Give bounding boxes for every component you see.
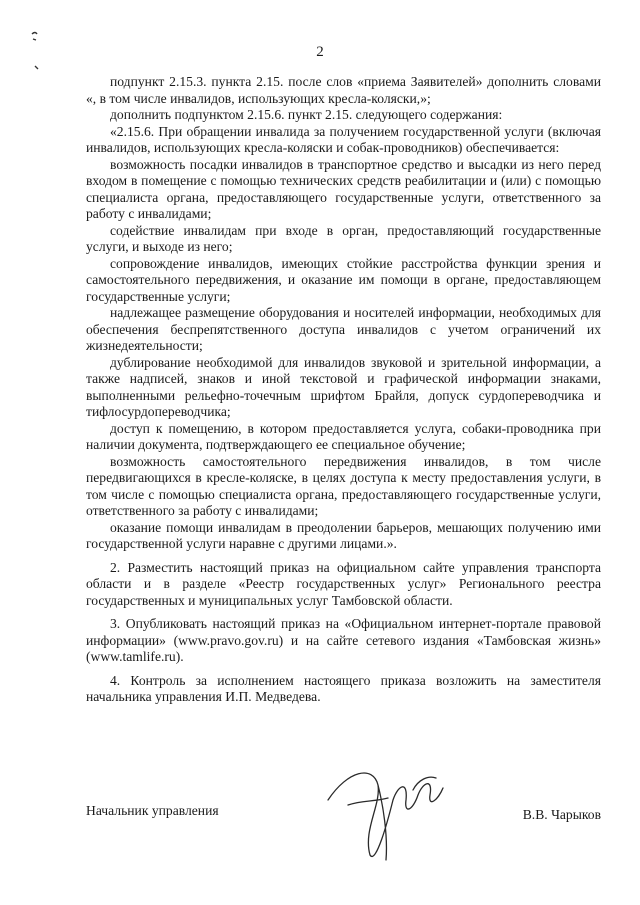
paragraph: 4. Контроль за исполнением настоящего приказа возложить на заместителя начальника управления И.П. Медведева. (86, 672, 601, 704)
signature-block (86, 803, 601, 823)
paragraph: возможность посадки инвалидов в транспортное средство и высадки из него перед входом в помещение с помощью технических средств реабилитации и (или) с помощью специалиста органа, предоставляющего государственные услуги, ответственного за работу с инвалидами; (86, 156, 601, 221)
paragraph: оказание помощи инвалидам в преодолении барьеров, мешающих получению ими государственной услуги наравне с другими лицами.». (86, 519, 601, 551)
paragraph: 2. Разместить настоящий приказ на официальном сайте управления транспорта области и в разделе «Реестр государственных услуг» Регионального реестра государственных и муниципальных услуг Тамбовской области. (86, 559, 601, 608)
paragraph: 3. Опубликовать настоящий приказ на «Официальном интернет-портале правовой информации» (www.pravo.gov.ru) и на сайте сетевого издания «Тамбовская жизнь» (www.tamlife.ru). (86, 616, 601, 664)
paragraph: сопровождение инвалидов, имеющих стойкие расстройства функции зрения и самостоятельного передвижения, и оказание им помощи в органе, предоставляющем государственные услуги; (86, 255, 601, 304)
paragraph: «2.15.6. При обращении инвалида за получением государственной услуги (включая инвалидов, использующих кресла-коляски и собак-проводников) обеспечивается: (86, 123, 601, 155)
paragraph: подпункт 2.15.3. пункта 2.15. после слов «приема Заявителей» дополнить словами «, в том числе инвалидов, использующих кресла-коляски,»; (86, 74, 601, 106)
signatory-position: Начальник управления (86, 803, 219, 818)
signatory-name: В.В. Чарыков (522, 807, 601, 822)
paragraph: надлежащее размещение оборудования и носителей информации, необходимых для обеспечения беспрепятственного доступа инвалидов с учетом ограничений их жизнедеятельности; (86, 305, 601, 353)
paragraph: содействие инвалидам при входе в орган, предоставляющий государственные услуги, и выходе из него; (86, 222, 601, 254)
paragraph: доступ к помещению, в котором предоставляется услуга, собаки-проводника при наличии документа, подтверждающего ее специальное обучение; (86, 420, 601, 452)
paragraph: возможность самостоятельного передвижения инвалидов, в том числе передвигающихся в кресле-коляске, в целях доступа к месту предоставления услуги, в том числе с помощью специалиста органа, предоставляющего государственные услуги, ответственного за работу с инвалидами; (86, 453, 601, 518)
document-body (86, 74, 601, 706)
paragraph: дублирование необходимой для инвалидов звуковой и зрительной информации, а также надписей, знаков и иной текстовой и графической информации знаками, выполненными рельефно-точечным шрифтом Брайля, допуск сурдопереводчика и тифлосурдопереводчика; (86, 354, 601, 419)
page-number: 2 (316, 44, 324, 60)
paragraph: дополнить подпунктом 2.15.6. пункт 2.15. следующего содержания: (110, 107, 503, 122)
